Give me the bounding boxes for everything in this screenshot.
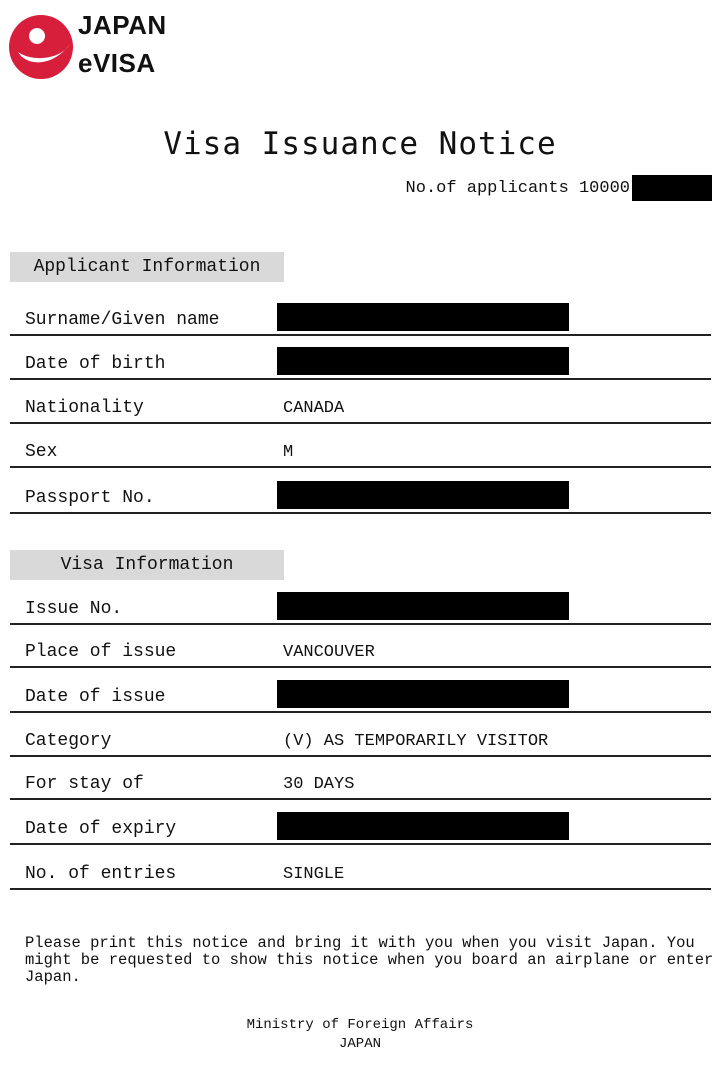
field-label: No. of entries [25, 864, 177, 884]
field-row [10, 298, 711, 336]
field-row [10, 380, 711, 424]
field-label: For stay of [25, 774, 144, 794]
redaction-bar [277, 592, 569, 620]
field-row [10, 845, 711, 890]
print-notice-text: Please print this notice and bring it with you when you visit Japan. You might be requested to show this notice when you board an airplane or enter Japan. [25, 934, 714, 986]
field-label: Date of birth [25, 354, 166, 374]
field-label: Sex [25, 442, 58, 462]
field-value: SINGLE [283, 865, 345, 884]
logo-text-japan: JAPAN [78, 10, 167, 40]
field-row [10, 713, 711, 757]
field-value: 30 DAYS [283, 775, 355, 794]
visa-information-header: Visa Information [10, 550, 284, 580]
field-value: M [283, 443, 294, 462]
field-row [10, 336, 711, 380]
page-title: Visa Issuance Notice [163, 126, 557, 162]
redaction-bar [632, 175, 712, 201]
applicant-count-label: No.of applicants [405, 178, 569, 198]
redaction-bar [277, 303, 569, 331]
redaction-bar [277, 812, 569, 840]
field-row [10, 580, 711, 625]
field-label: Category [25, 731, 112, 751]
logo-text-evisa: eVISA [78, 48, 156, 78]
applicant-count-value: 10000 [578, 178, 630, 198]
field-row [10, 424, 711, 468]
field-row [10, 468, 711, 514]
field-row [10, 800, 711, 845]
field-label: Date of expiry [25, 819, 177, 839]
field-value: (V) AS TEMPORARILY VISITOR [283, 732, 549, 751]
field-value: VANCOUVER [283, 643, 375, 662]
field-value: CANADA [283, 399, 345, 418]
redaction-bar [277, 347, 569, 375]
field-label: Date of issue [25, 687, 166, 707]
redaction-bar [277, 481, 569, 509]
applicant-information-header: Applicant Information [10, 252, 284, 282]
field-label: Nationality [25, 398, 144, 418]
field-label: Passport No. [25, 488, 155, 508]
field-label: Place of issue [25, 642, 177, 662]
japan-evisa-logo [8, 10, 188, 82]
field-row [10, 624, 711, 668]
footer-ministry: Ministry of Foreign Affairs [246, 1017, 474, 1033]
redaction-bar [277, 680, 569, 708]
evisa-logo-icon [8, 14, 74, 80]
footer-country: JAPAN [338, 1036, 381, 1052]
field-row [10, 757, 711, 800]
field-label: Issue No. [25, 599, 123, 619]
field-label: Surname/Given name [25, 310, 220, 330]
applicant-count [406, 175, 712, 201]
field-row [10, 668, 711, 713]
